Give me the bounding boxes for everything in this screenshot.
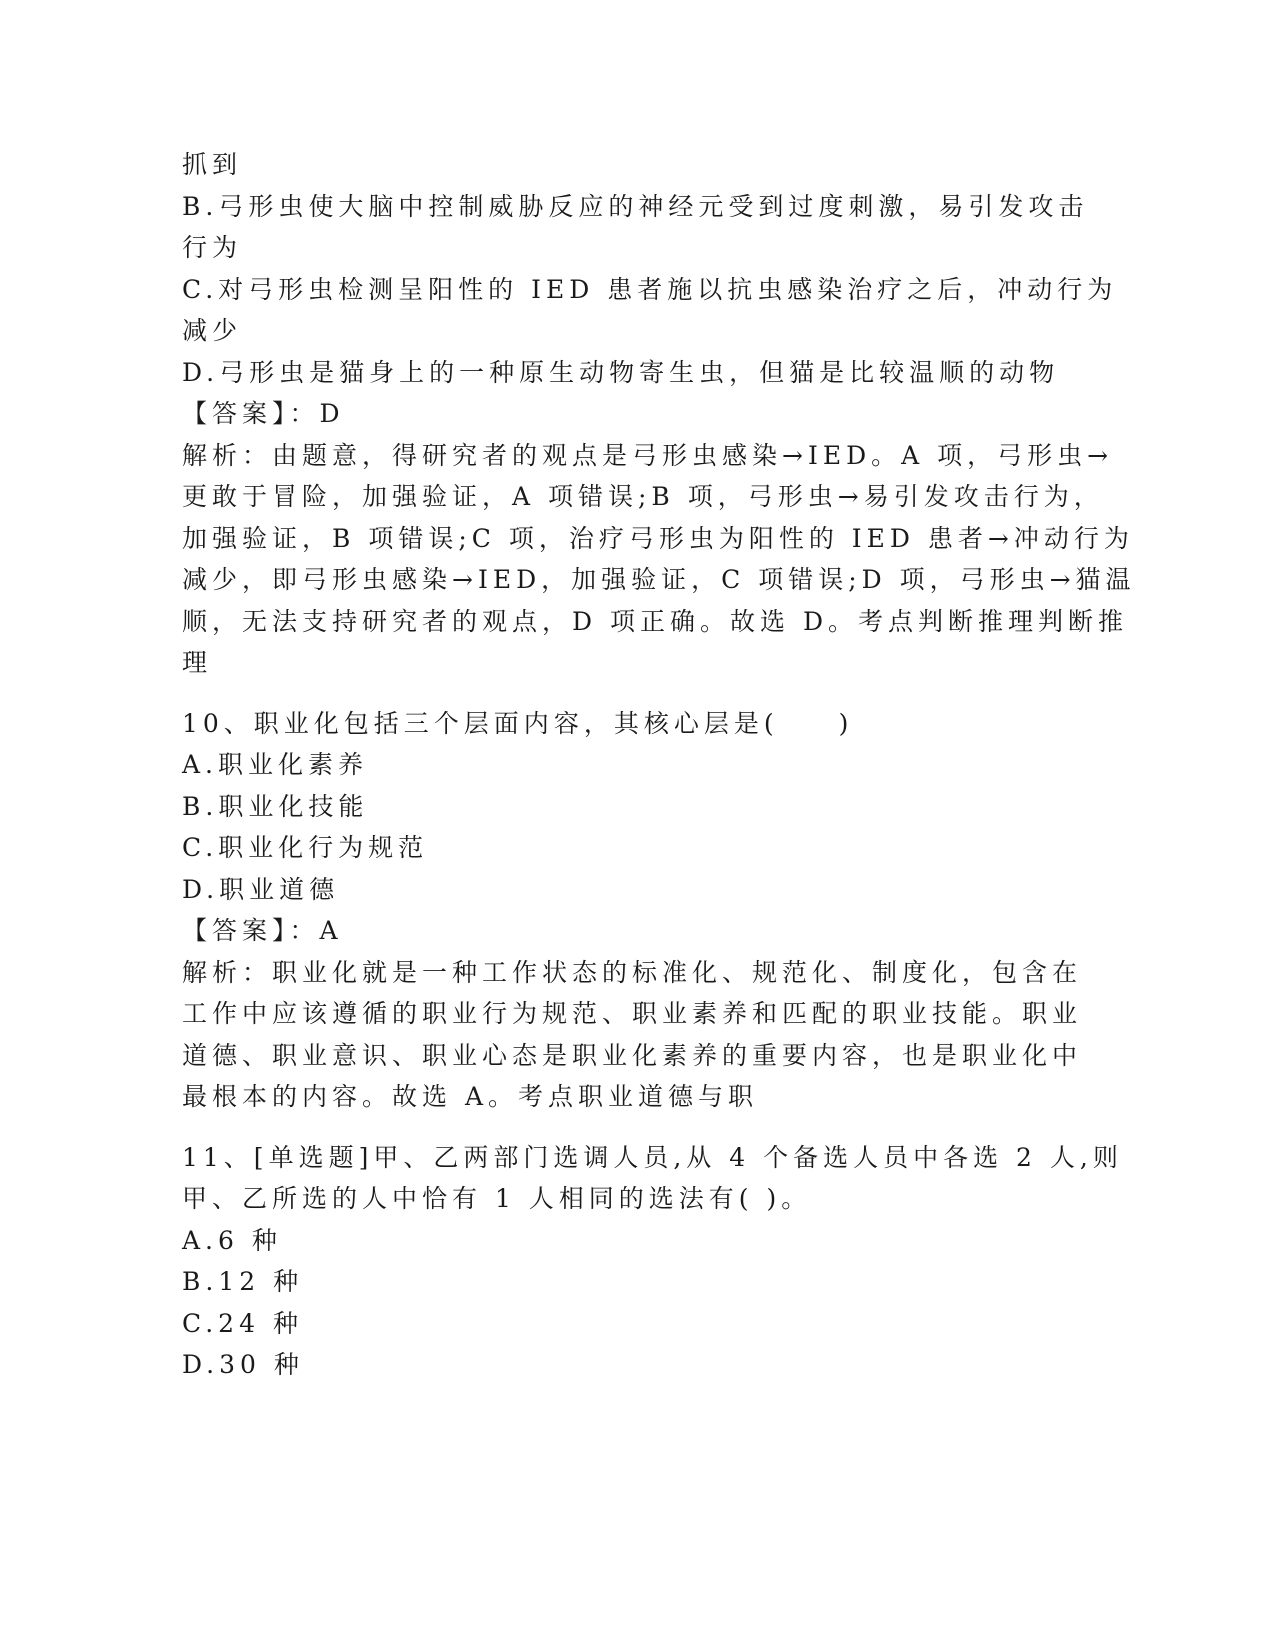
question-text: 10、职业化包括三个层面内容，其核心层是( ): [182, 708, 854, 738]
question-9: [182, 144, 1136, 684]
question-11: [182, 1137, 1123, 1386]
analysis-line: 工作中应该遵循的职业行为规范、职业素养和匹配的职业技能。职业: [182, 999, 1083, 1028]
question-separator: [182, 684, 1082, 703]
analysis-line: 减少，即弓形虫感染→IED，加强验证，C 项错误;D 项，弓形虫→猫温: [182, 565, 1136, 594]
option-c: C.职业化行为规范: [182, 833, 429, 862]
option-b-line-2: 行为: [182, 233, 243, 262]
option-b: B.职业化技能: [182, 791, 369, 821]
option-d: D.职业道德: [182, 874, 340, 904]
question-text-line-1: 11、[单选题]甲、乙两部门选调人员,从 4 个备选人员中各选 2 人,则: [182, 1142, 1123, 1172]
question-text-line-2: 甲、乙所选的人中恰有 1 人相同的选法有( )。: [182, 1184, 812, 1213]
option-c: C.24 种: [182, 1308, 303, 1338]
analysis-line: 解析：由题意，得研究者的观点是弓形虫感染→IED。A 项，弓形虫→: [182, 440, 1114, 470]
analysis-line: 顺，无法支持研究者的观点，D 项正确。故选 D。考点判断推理判断推: [182, 606, 1128, 636]
option-a-continuation: 抓到: [182, 150, 243, 179]
analysis-line: 加强验证，B 项错误;C 项，治疗弓形虫为阳性的 IED 患者→冲动行为: [182, 523, 1134, 553]
option-c-line-2: 减少: [182, 316, 243, 345]
analysis-line: 解析：职业化就是一种工作状态的标准化、规范化、制度化，包含在: [182, 957, 1083, 987]
answer: 【答案】：D: [182, 399, 345, 428]
option-b: B.12 种: [182, 1267, 304, 1296]
option-a: A.6 种: [182, 1225, 282, 1255]
analysis-line: 最根本的内容。故选 A。考点职业道德与职: [182, 1082, 759, 1111]
option-d: D.弓形虫是猫身上的一种原生动物寄生虫，但猫是比较温顺的动物: [182, 357, 1060, 387]
option-b-line-1: B.弓形虫使大脑中控制威胁反应的神经元受到过度刺激，易引发攻击: [182, 191, 1089, 221]
question-separator: [182, 1118, 1082, 1137]
analysis-line: 道德、职业意识、职业心态是职业化素养的重要内容，也是职业化中: [182, 1040, 1083, 1070]
question-10: [182, 703, 1082, 1118]
document-page: [182, 144, 1136, 1386]
option-d: D.30 种: [182, 1350, 304, 1379]
analysis-line: 更敢于冒险，加强验证，A 项错误;B 项，弓形虫→易引发攻击行为，: [182, 482, 1104, 511]
analysis-line: 理: [182, 648, 213, 677]
option-c-line-1: C.对弓形虫检测呈阳性的 IED 患者施以抗虫感染治疗之后，冲动行为: [182, 274, 1118, 304]
option-a: A.职业化素养: [182, 750, 369, 779]
answer: 【答案】：A: [182, 916, 343, 945]
